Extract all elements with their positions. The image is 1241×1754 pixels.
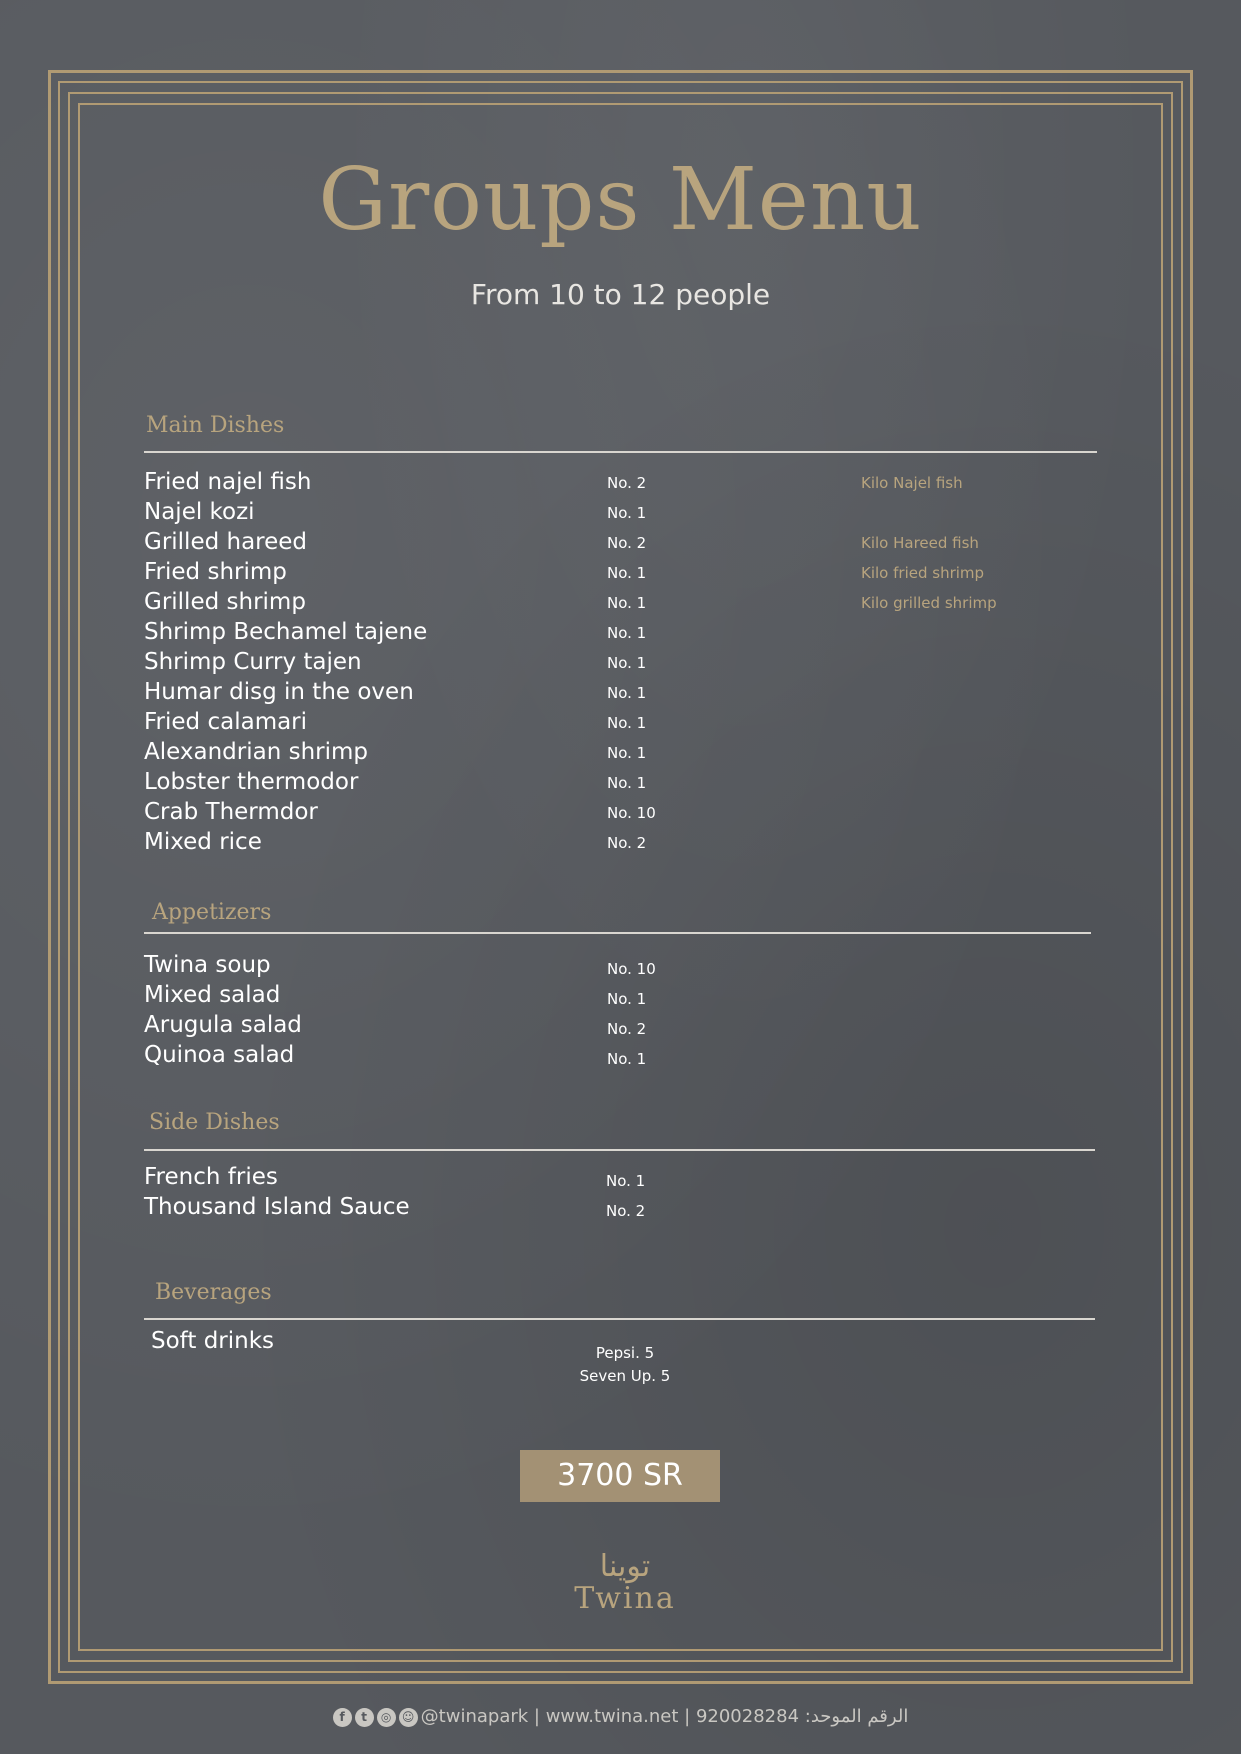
logo-english: Twina [574, 1581, 676, 1616]
item-qty: No. 2 [607, 834, 647, 852]
snapchat-icon[interactable]: ☺ [399, 1708, 418, 1727]
item-name: Arugula salad [144, 1012, 302, 1038]
appetizers-heading: Appetizers [152, 900, 272, 925]
beverages-heading: Beverages [155, 1280, 272, 1305]
subtitle: From 10 to 12 people [470, 278, 771, 311]
item-qty: No. 1 [607, 624, 647, 642]
item-qty: No. 2 [607, 1020, 647, 1038]
item-name: Mixed rice [144, 829, 262, 855]
item-name: Thousand Island Sauce [144, 1194, 410, 1220]
item-qty: No. 1 [607, 774, 647, 792]
item-qty: No. 2 [607, 474, 647, 492]
appetizers-rule [144, 932, 1091, 934]
item-qty: No. 1 [607, 990, 647, 1008]
drink-pepsi: Pepsi. 5 [595, 1344, 655, 1362]
item-qty: No. 1 [607, 504, 647, 522]
item-name: Najel kozi [144, 499, 255, 525]
item-qty: No. 1 [607, 684, 647, 702]
drink-seven-up: Seven Up. 5 [579, 1367, 671, 1385]
price-badge: 3700 SR [520, 1450, 720, 1502]
item-name: Alexandrian shrimp [144, 739, 368, 765]
item-qty: No. 1 [607, 1050, 647, 1068]
page-title: Groups Menu [318, 150, 923, 250]
item-note: Kilo Najel fish [861, 474, 963, 492]
logo-arabic: توينا [599, 1549, 651, 1584]
item-qty: No. 10 [607, 960, 656, 978]
item-name: French fries [144, 1164, 278, 1190]
soft-drinks-item: Soft drinks [151, 1328, 275, 1354]
item-note: Kilo fried shrimp [861, 564, 985, 582]
phone-number: 920028284 [695, 1706, 800, 1727]
item-qty: No. 1 [607, 594, 647, 612]
side-dishes-heading: Side Dishes [149, 1110, 280, 1135]
social-handle[interactable]: @twinapark [420, 1706, 529, 1727]
item-name: Shrimp Bechamel tajene [144, 619, 428, 645]
item-qty: No. 1 [607, 714, 647, 732]
item-name: Shrimp Curry tajen [144, 649, 362, 675]
item-name: Grilled shrimp [144, 589, 306, 615]
item-name: Lobster thermodor [144, 769, 359, 795]
item-name: Grilled hareed [144, 529, 308, 555]
instagram-icon[interactable]: ◎ [377, 1708, 396, 1727]
item-name: Quinoa salad [144, 1042, 295, 1068]
item-qty: No. 10 [607, 804, 656, 822]
website-link[interactable]: www.twina.net [545, 1706, 679, 1727]
item-note: Kilo grilled shrimp [861, 594, 997, 612]
item-qty: No. 1 [607, 564, 647, 582]
twina-logo [560, 1550, 690, 1614]
footer [0, 1706, 1241, 1727]
item-qty: No. 2 [606, 1202, 646, 1220]
beverages-rule [144, 1318, 1095, 1320]
item-name: Fried shrimp [144, 559, 287, 585]
item-name: Fried najel fish [144, 469, 312, 495]
item-name: Mixed salad [144, 982, 281, 1008]
footer-divider: | [684, 1706, 696, 1727]
item-qty: No. 1 [606, 1172, 646, 1190]
item-qty: No. 1 [607, 744, 647, 762]
item-name: Humar disg in the oven [144, 679, 414, 705]
inner-frame [78, 103, 1163, 1651]
drink-options [560, 1342, 690, 1388]
item-qty: No. 1 [607, 654, 647, 672]
item-note: Kilo Hareed fish [861, 534, 979, 552]
item-name: Crab Thermdor [144, 799, 318, 825]
phone-label: الرقم الموحد: [804, 1706, 909, 1727]
main-dishes-heading: Main Dishes [146, 413, 285, 438]
facebook-icon[interactable]: f [333, 1708, 352, 1727]
main-dishes-rule [144, 451, 1097, 453]
footer-divider: | [533, 1706, 546, 1727]
item-qty: No. 2 [607, 534, 647, 552]
twitter-icon[interactable]: t [355, 1708, 374, 1727]
item-name: Fried calamari [144, 709, 308, 735]
side-dishes-rule [144, 1149, 1095, 1151]
item-name: Twina soup [144, 952, 271, 978]
